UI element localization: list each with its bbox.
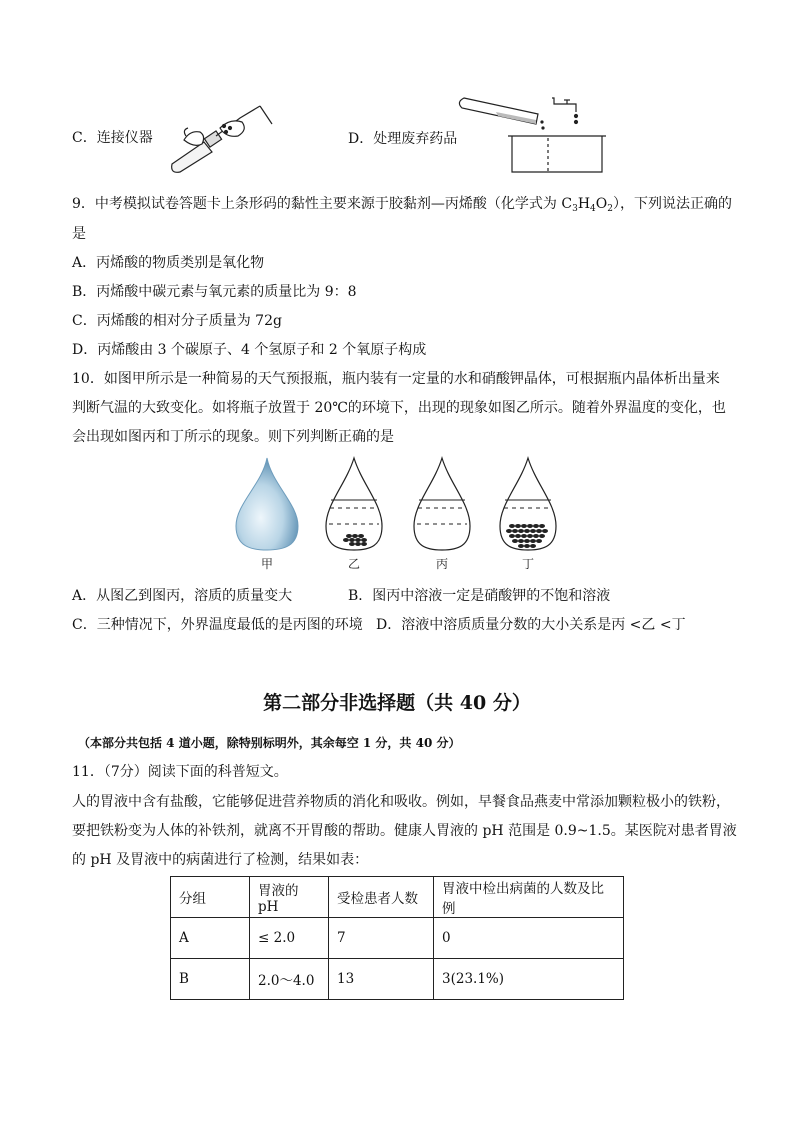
q10-stem-line3: 会出现如图丙和丁所示的现象。则下列判断正确的是: [72, 429, 394, 445]
q9-option-b: B．丙烯酸中碳元素与氧元素的质量比为 9：8: [72, 284, 357, 300]
q10-option-c: C．三种情况下，外界温度最低的是丙图的环境: [72, 617, 363, 633]
q10-stem-line2: 判断气温的大致变化。如将瓶子放置于 20℃的环境下，出现的现象如图乙所示。随着外界温度的变化，也: [72, 400, 726, 416]
table-cell: A: [171, 918, 250, 959]
figure-label-jia: 甲: [260, 557, 274, 571]
q9-stem-line1: 9．中考模拟试卷答题卡上条形码的黏性主要来源于胶黏剂—丙烯酸（化学式为 $C_3H_4O_2$），下列说法正确的: [72, 196, 732, 214]
q9-option-a: A．丙烯酸的物质类别是氧化物: [72, 255, 265, 271]
figure-label-bing: 丙: [435, 557, 449, 571]
table-cell: 7: [329, 918, 434, 959]
part2-note: （本部分共包括 4 道小题，除特别标明外，其余每空 1 分，共 40 分）: [78, 736, 461, 750]
waste-disposal-illustration: [456, 92, 606, 174]
q9-stem-line2: 是: [72, 226, 86, 242]
table-header-cell: 受检患者人数: [329, 877, 434, 918]
table-header-cell: 胃液的 pH: [250, 877, 329, 918]
q9-option-d: D．丙烯酸由 3 个碳原子、4 个氢原子和 2 个氧原子构成: [72, 342, 427, 358]
table-cell: 13: [329, 959, 434, 1000]
q8-option-c: C．连接仪器: [72, 130, 153, 146]
table-cell: B: [171, 959, 250, 1000]
table-cell: 0: [434, 918, 624, 959]
q10-option-b: B．图丙中溶液一定是硝酸钾的不饱和溶液: [348, 588, 611, 604]
table-cell: ≤ 2.0: [250, 918, 329, 959]
figure-label-yi: 乙: [347, 557, 361, 571]
table-header-cell: 胃液中检出病菌的人数及比例: [434, 877, 624, 918]
q8-option-d: D．处理废弃药品: [348, 131, 458, 147]
part2-title: 第二部分非选择题（共 40 分）: [263, 692, 531, 714]
drop-bing: [414, 458, 470, 550]
table-row: [171, 918, 624, 959]
table-cell: 2.0～4.0: [250, 959, 329, 1000]
table-header-cell: 分组: [171, 877, 250, 918]
q11-para-line3: 的 pH 及胃液中的病菌进行了检测，结果如表：: [72, 852, 369, 868]
q9-option-c: C．丙烯酸的相对分子质量为 72g: [72, 313, 282, 329]
table-row: [171, 959, 624, 1000]
connecting-apparatus-illustration: [160, 100, 280, 172]
q10-option-a: A．从图乙到图丙，溶质的质量变大: [72, 588, 293, 604]
gastric-ph-table: [170, 876, 624, 1000]
q10-stem-line1: 10．如图甲所示是一种简易的天气预报瓶，瓶内装有一定量的水和硝酸钾晶体，可根据瓶内晶体析出量来: [72, 371, 720, 387]
figure-label-ding: 丁: [521, 557, 535, 571]
drop-jia: [236, 458, 298, 550]
q11-para-line1: 人的胃液中含有盐酸，它能够促进营养物质的消化和吸收。例如，早餐食品燕麦中常添加颗粒极小的铁粉，: [72, 794, 730, 810]
q10-option-d: D．溶液中溶质质量分数的大小关系是丙 <乙 <丁: [376, 617, 686, 633]
q11-para-line2: 要把铁粉变为人体的补铁剂，就离不开胃酸的帮助。健康人胃液的 pH 范围是 0.9~1.5。某医院对患者胃液: [72, 823, 737, 839]
weather-bottle-figures: [230, 454, 570, 574]
table-header-row: [171, 877, 624, 918]
table-cell: 3(23.1%): [434, 959, 624, 1000]
q11-heading: 11．（7分）阅读下面的科普短文。: [72, 764, 288, 780]
